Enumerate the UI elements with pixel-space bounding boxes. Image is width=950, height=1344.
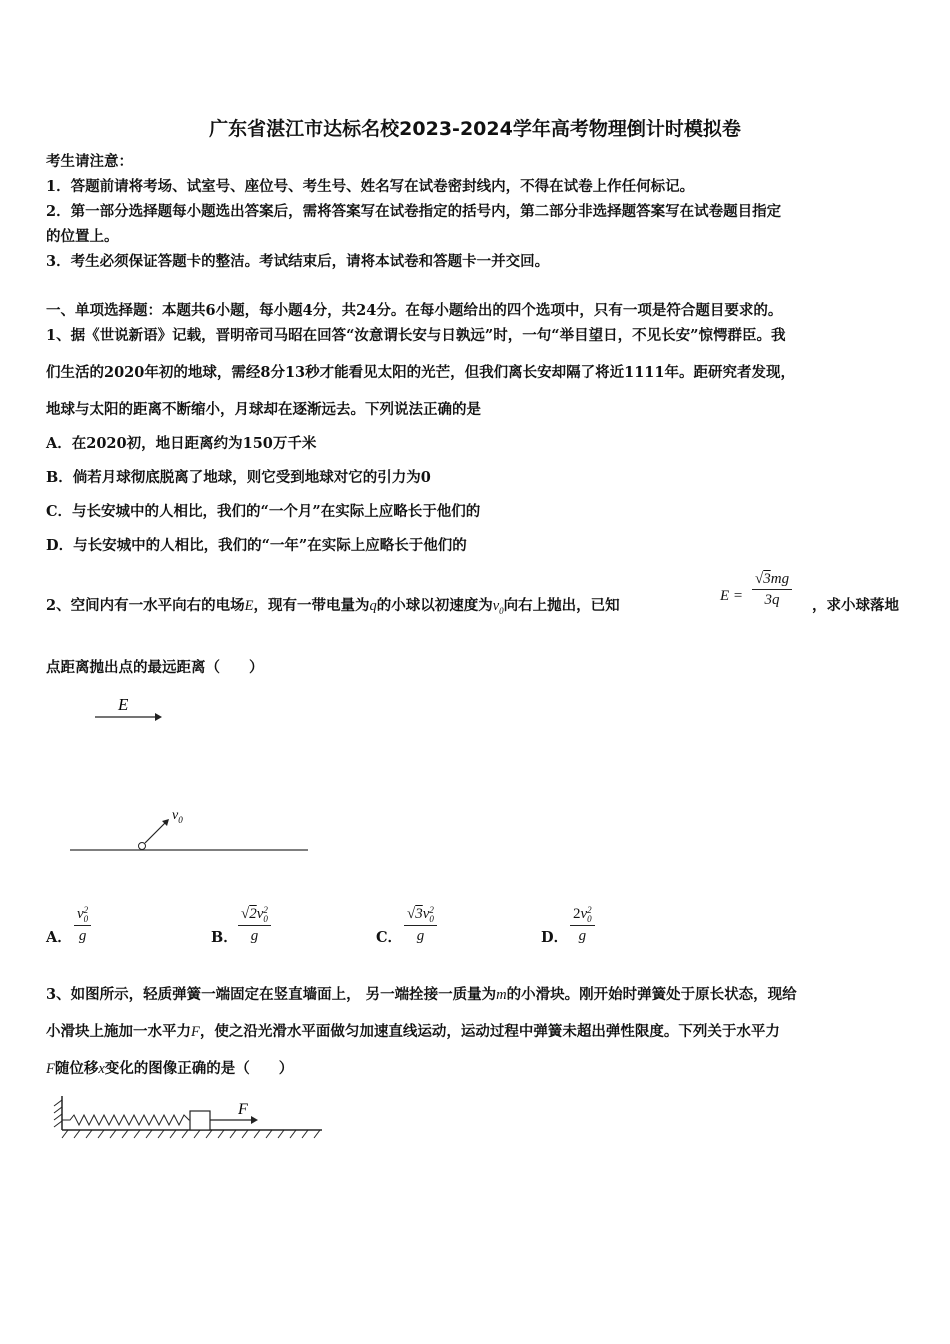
q1-stem-line-1: 1、据《世说新语》记载，晋明帝司马昭在回答“汝意谓长安与日孰远”时，一句“举目望日，不见长安”惊愕群臣。我 [46, 327, 786, 344]
wall-hatching [54, 1100, 62, 1127]
q2-var-q: q [369, 598, 377, 614]
q2-option-d-fraction: 2v 2 0 g [570, 905, 595, 946]
spring [62, 1115, 190, 1125]
q2-text-5: ，求小球落地 [812, 597, 899, 614]
slider-block [190, 1111, 210, 1130]
q2-option-c-fraction: √3v 2 0 g [404, 905, 437, 946]
notice-item-2: 2．第一部分选择题每小题选出答案后，需将答案写在试卷指定的括号内，第二部分非选择题答案写在试卷题目指定 [46, 203, 782, 220]
field-label: E [118, 695, 129, 714]
q2-option-d-letter: D． [541, 929, 569, 946]
q2-var-v0: $v_0$ [492, 598, 504, 616]
q2-option-b-letter: B． [211, 929, 238, 946]
q3-diagram [48, 1090, 328, 1146]
q3-var-x: x [98, 1061, 105, 1077]
velocity-arrow [145, 822, 166, 843]
q2-option-a-letter: A． [46, 929, 72, 946]
field-arrow-head [155, 713, 162, 721]
q2-text-4: 向右上抛出，已知 [503, 597, 620, 614]
q2-stem-line-1 [46, 597, 620, 620]
q2-stem-line-2: 点距离抛出点的最远距离（ ） [46, 659, 264, 676]
q1-option-a: A．在2020初，地日距离约为150万千米 [46, 435, 317, 452]
velocity-label: $v_0$ [172, 808, 183, 825]
q2-option-a-fraction: v 2 0 g [74, 905, 91, 946]
ball [139, 843, 146, 850]
q3-var-m: m [496, 987, 507, 1003]
notice-item-2-cont: 的位置上。 [46, 228, 119, 245]
notice-item-1: 1．答题前请将考场、试室号、座位号、考生号、姓名写在试卷密封线内，不得在试卷上作任何标记。 [46, 178, 695, 195]
q2-text-2: ，现有一带电量为 [253, 597, 370, 614]
q2-option-b-fraction: √2v 2 0 g [238, 905, 271, 946]
q2-formula-lhs: E = [720, 588, 744, 604]
q3-var-F: F [191, 1024, 200, 1040]
q2-formula-fraction: $\frac{√3mg}{3q}$ [752, 570, 792, 610]
q2-text-3: 的小球以初速度为 [376, 597, 493, 614]
section-heading: 一、单项选择题：本题共6小题，每小题4分，共24分。在每小题给出的四个选项中，只有一项是符合题目要求的。 [46, 302, 783, 319]
q2-var-E: E [244, 598, 254, 614]
page-title: 广东省湛江市达标名校2023-2024学年高考物理倒计时模拟卷 [209, 118, 741, 140]
notice-heading: 考生请注意： [46, 153, 133, 170]
q2-diagram [60, 690, 320, 860]
q1-stem-line-2: 们生活的2020年初的地球，需经8分13秒才能看见太阳的光芒，但我们离长安却隔了将近1111年。距研究者发现， [46, 364, 795, 381]
q1-option-d: D．与长安城中的人相比，我们的“一年”在实际上应略长于他们的 [46, 537, 467, 554]
notice-item-3: 3．考生必须保证答题卡的整洁。考试结束后，请将本试卷和答题卡一并交回。 [46, 253, 550, 270]
q3-stem-line-3: F随位移x变化的图像正确的是（ ） [46, 1060, 294, 1077]
q2-option-c-letter: C． [376, 929, 403, 946]
force-label: F [238, 1101, 248, 1118]
q2-text-1: 2、空间内有一水平向右的电场 [46, 597, 245, 614]
q3-stem-line-1: 3、如图所示，轻质弹簧一端固定在竖直墙面上， 另一端拴接一质量为m的小滑块。刚开始时弹簧处于原长状态，现给 [46, 986, 797, 1003]
floor-hatching [62, 1130, 320, 1138]
q3-stem-line-2: 小滑块上施加一水平力F，使之沿光滑水平面做匀加速直线运动，运动过程中弹簧未超出弹性限度。下列关于水平力 [46, 1023, 780, 1040]
q1-stem-line-3: 地球与太阳的距离不断缩小，月球却在逐渐远去。下列说法正确的是 [46, 401, 481, 418]
q1-option-b: B．倘若月球彻底脱离了地球，则它受到地球对它的引力为0 [46, 469, 431, 486]
q1-option-c: C．与长安城中的人相比，我们的“一个月”在实际上应略长于他们的 [46, 503, 481, 520]
force-arrow-head [251, 1116, 258, 1124]
